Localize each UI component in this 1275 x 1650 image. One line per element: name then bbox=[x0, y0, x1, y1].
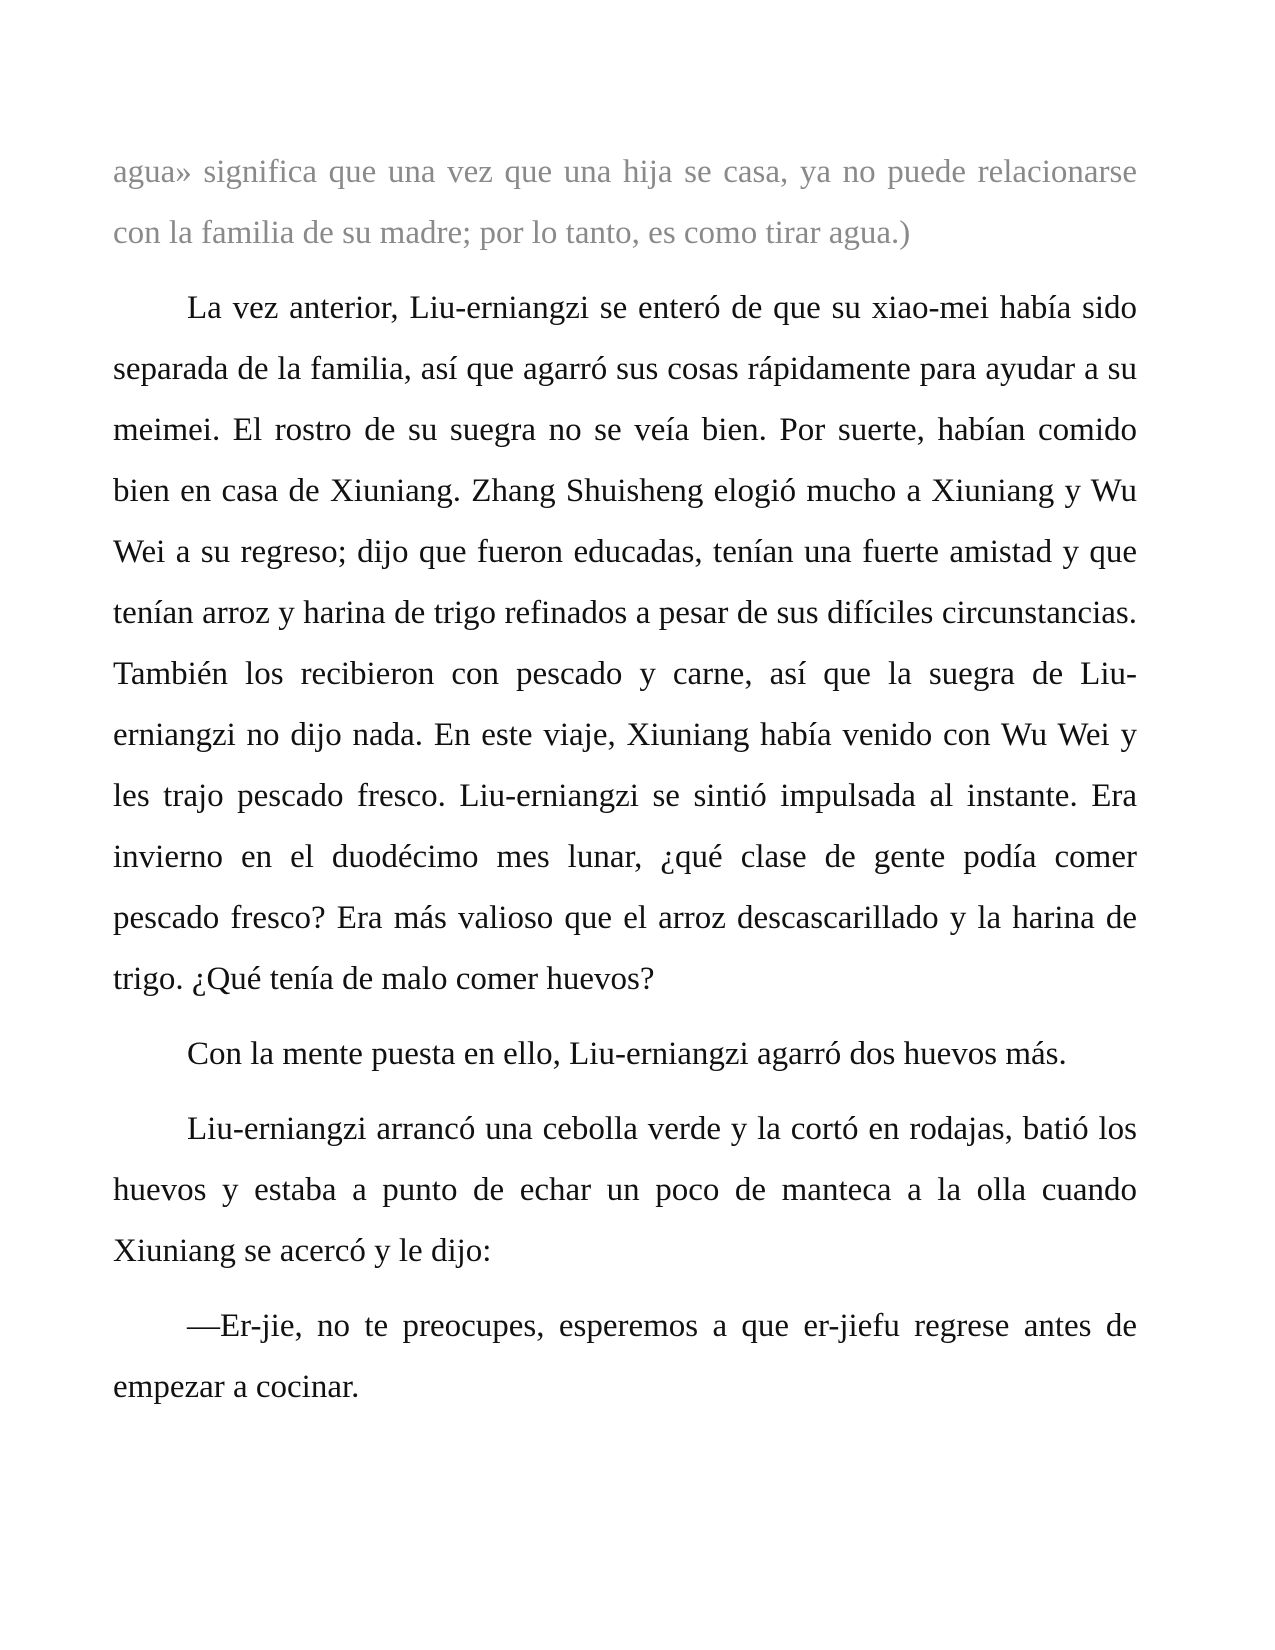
dialogue-paragraph: —Er-jie, no te preocupes, esperemos a que er-jiefu regrese antes de empezar a cocinar. bbox=[113, 1308, 1137, 1405]
document-page bbox=[113, 142, 1137, 1418]
translator-note-paragraph: agua» significa que una vez que una hija se casa, ya no puede relacionarse con la familia de su madre; por lo tanto, es como tirar agua.) bbox=[113, 154, 1137, 251]
body-paragraph: Con la mente puesta en ello, Liu-erniangzi agarró dos huevos más. bbox=[187, 1036, 1067, 1072]
body-paragraph: La vez anterior, Liu-erniangzi se enteró de que su xiao-mei había sido separada de la familia, así que agarró sus cosas rápidamente para ayudar a su meimei. El rostro de su suegra no se veía bien. Por suerte, habían comido bien en casa de Xiuniang. Zhang Shuisheng elogió mucho a Xiuniang y Wu Wei a su regreso; dijo que fueron educadas, tenían una fuerte amistad y que tenían arroz y harina de trigo refinados a pesar de sus difíciles circunstancias. También los recibieron con pescado y carne, así que la suegra de Liu-erniangzi no dijo nada. En este viaje, Xiuniang había venido con Wu Wei y les trajo pescado fresco. Liu-erniangzi se sintió impulsada al instante. Era invierno en el duodécimo mes lunar, ¿qué clase de gente podía comer pescado fresco? Era más valioso que el arroz descascarillado y la harina de trigo. ¿Qué tenía de malo comer huevos? bbox=[113, 290, 1137, 997]
body-paragraph: Liu-erniangzi arrancó una cebolla verde y la cortó en rodajas, batió los huevos y estaba a punto de echar un poco de manteca a la olla cuando Xiuniang se acercó y le dijo: bbox=[113, 1111, 1137, 1269]
